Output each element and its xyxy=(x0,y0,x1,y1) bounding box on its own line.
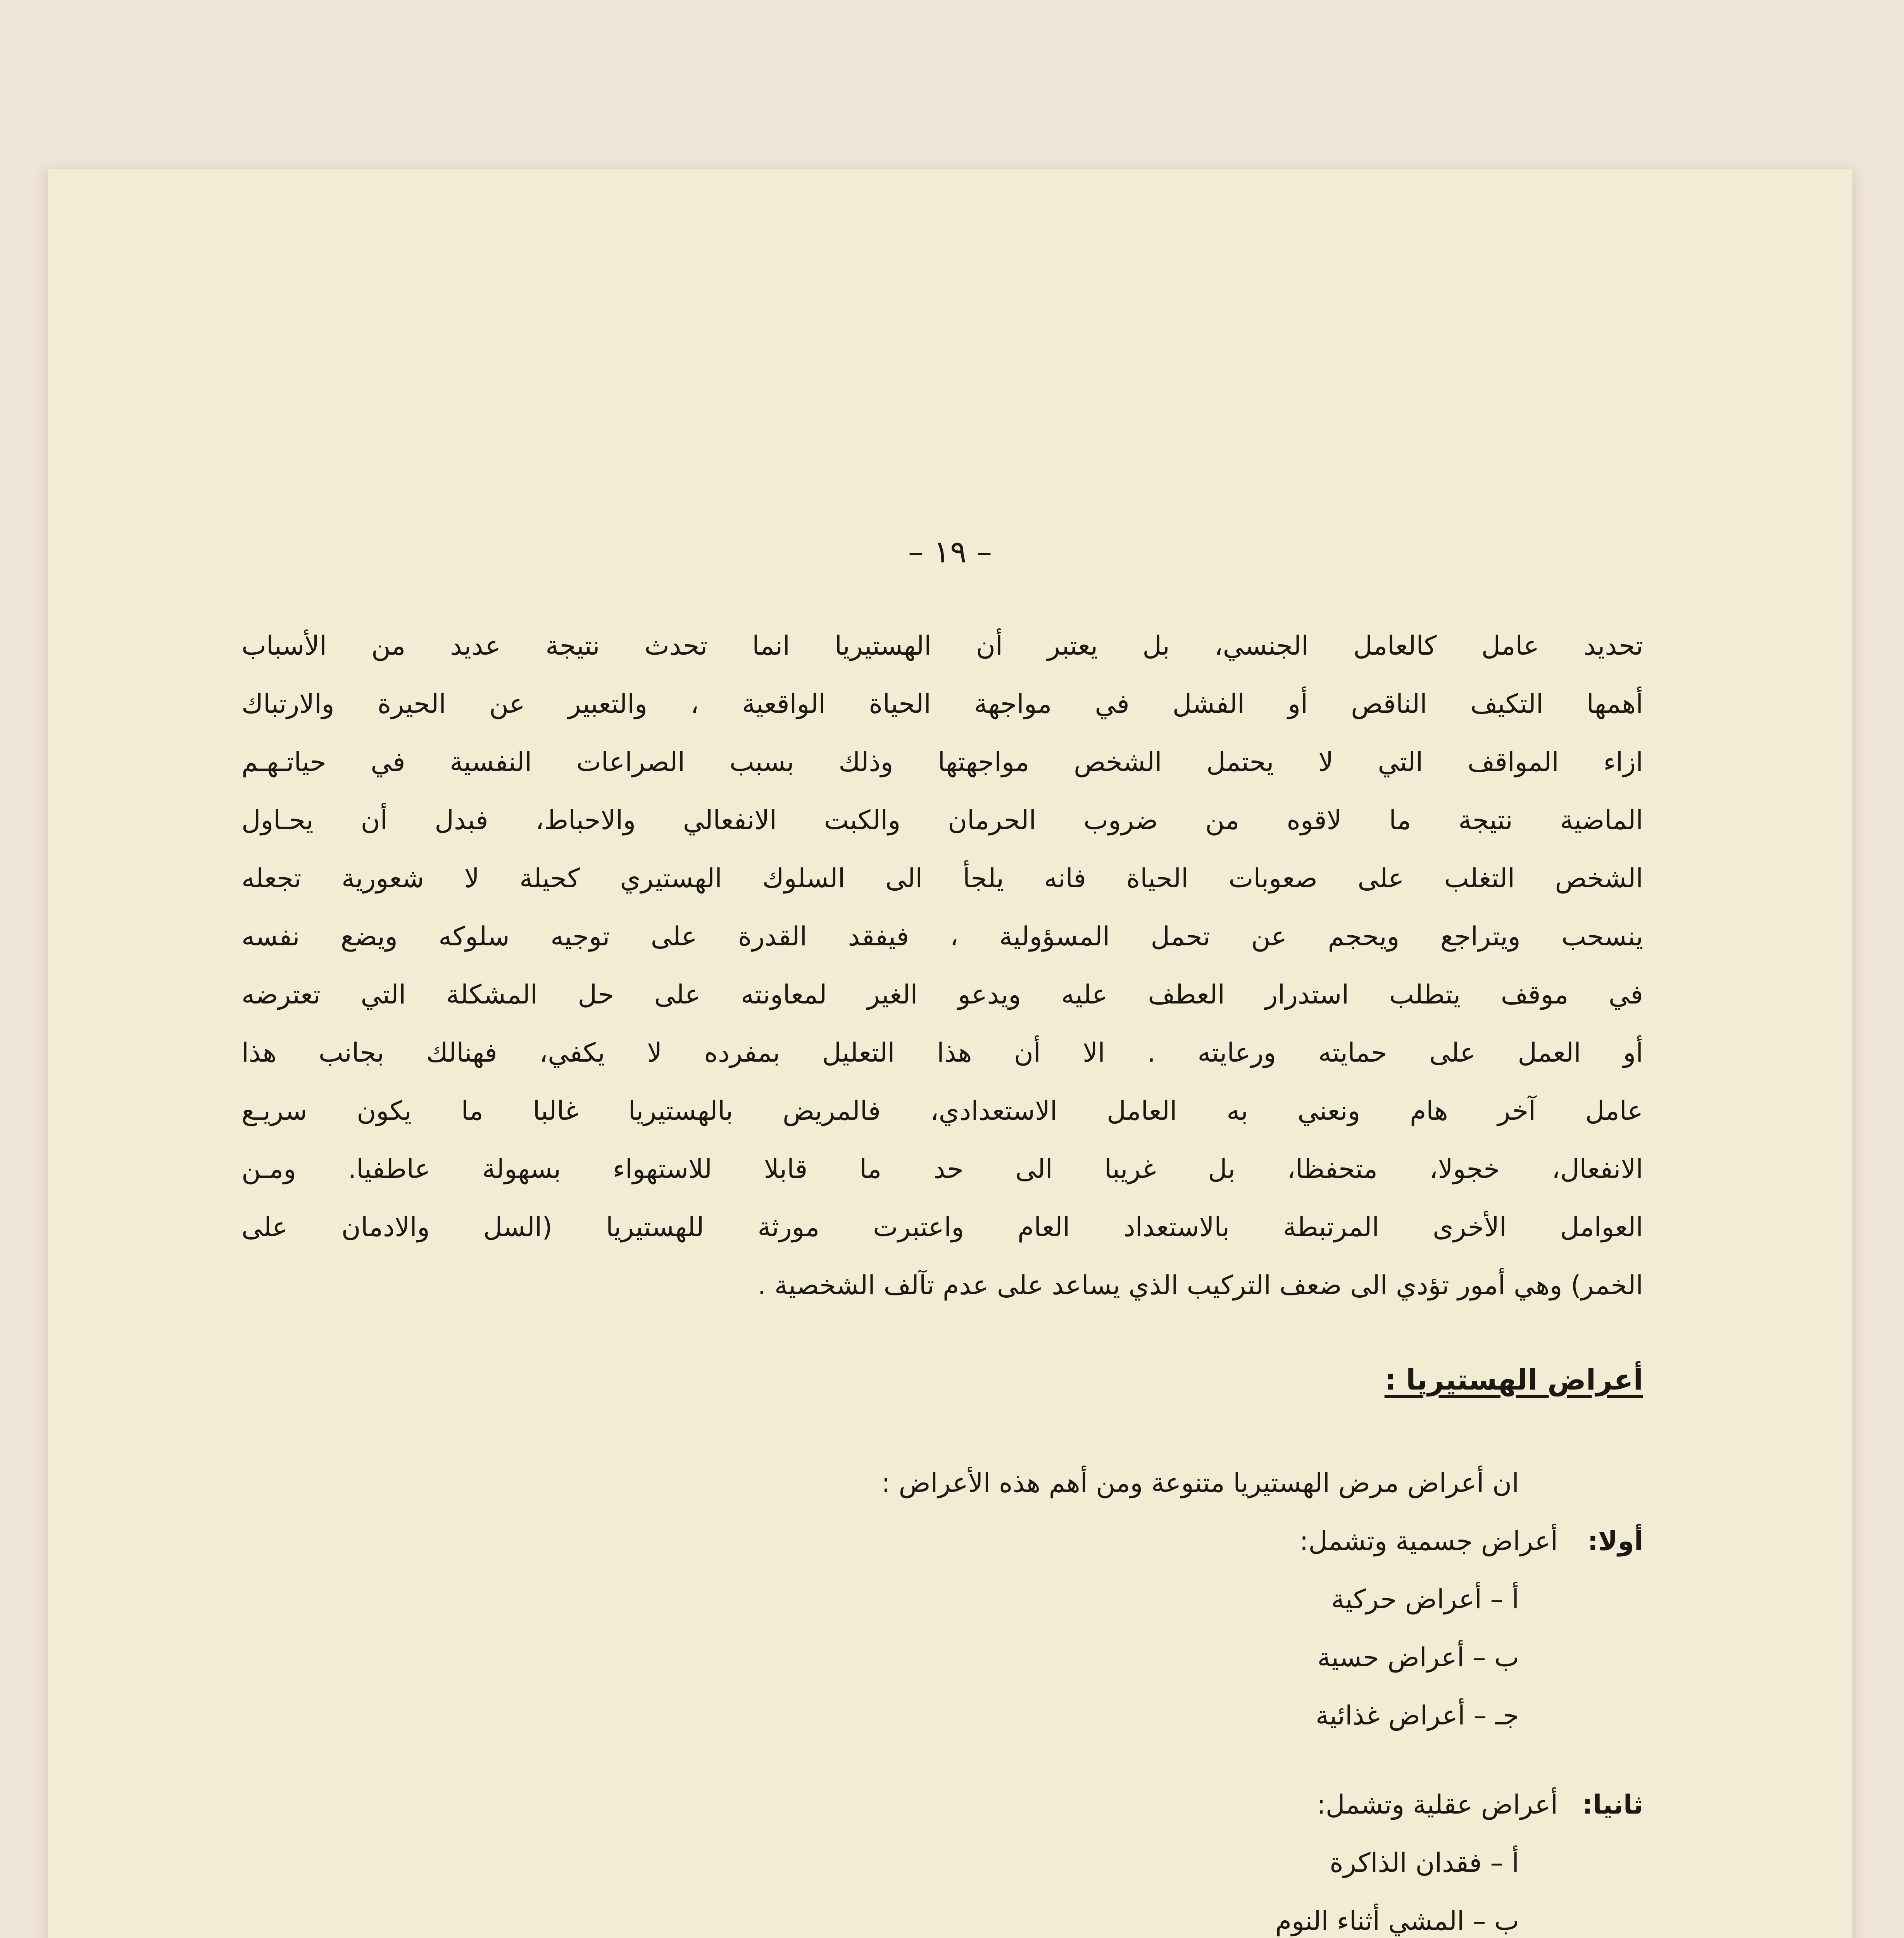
list-item: ب – المشي أثناء النوم xyxy=(1275,1906,1519,1936)
paragraph-line: أهمها التكيف الناقص أو الفشل في مواجهة الحياة الواقعية ، والتعبير عن الحيرة والارتباك xyxy=(241,689,1643,719)
group-title-first: أعراض جسمية وتشمل: xyxy=(1299,1526,1558,1557)
paragraph-line: تحديد عامل كالعامل الجنسي، بل يعتبر أن الهستيريا انما تحدث نتيجة عديد من الأسباب xyxy=(241,631,1643,661)
paragraph-line: في موقف يتطلب استدرار العطف عليه ويدعو الغير لمعاونته على حل المشكلة التي تعترضه xyxy=(241,979,1643,1010)
paragraph-line: ازاء المواقف التي لا يحتمل الشخص مواجهتها وذلك بسبب الصراعات النفسية في حياتـهـم xyxy=(241,747,1643,778)
list-item: ب – أعراض حسية xyxy=(1317,1642,1519,1673)
paragraph-line: عامل آخر هام ونعني به العامل الاستعدادي، فالمريض بالهستيريا غالبا ما يكون سريـع xyxy=(241,1096,1643,1126)
group-label-first: أولا: xyxy=(1587,1526,1643,1557)
document-page xyxy=(47,169,1853,1938)
list-item: جـ – أعراض غذائية xyxy=(1316,1700,1519,1731)
paragraph-line: أو العمل على حمايته ورعايته . الا أن هذا التعليل بمفرده لا يكفي، فهنالك بجانب هذا xyxy=(241,1038,1643,1068)
paragraph-line: الانفعال، خجولا، متحفظا، بل غريبا الى حد ما قابلا للاستهواء بسهولة عاطفيا. ومـن xyxy=(241,1154,1643,1185)
paragraph-line: الشخص التغلب على صعوبات الحياة فانه يلجأ الى السلوك الهستيري كحيلة لا شعورية تجعله xyxy=(241,863,1643,894)
paragraph-line: الماضية نتيجة ما لاقوه من ضروب الحرمان والكبت الانفعالي والاحباط، فبدل أن يحـاول xyxy=(241,805,1643,836)
list-item: أ – أعراض حركية xyxy=(1331,1584,1519,1615)
paragraph-line: الخمر) وهي أمور تؤدي الى ضعف التركيب الذي يساعد على عدم تآلف الشخصية . xyxy=(757,1270,1643,1301)
list-item: أ – فقدان الذاكرة xyxy=(1330,1848,1519,1878)
intro-text: ان أعراض مرض الهستيريا متنوعة ومن أهم هذه الأعراض : xyxy=(881,1468,1519,1498)
group-label-second: ثانيا: xyxy=(1582,1790,1643,1820)
paragraph-line: ينسحب ويتراجع ويحجم عن تحمل المسؤولية ، فيفقد القدرة على توجيه سلوكه ويضع نفسه xyxy=(241,921,1643,952)
group-title-second: أعراض عقلية وتشمل: xyxy=(1317,1790,1558,1820)
paragraph-line: العوامل الأخرى المرتبطة بالاستعداد العام واعتبرت مورثة للهستيريا (السل والادمان على xyxy=(241,1212,1643,1243)
section-heading: أعراض الهستيريا : xyxy=(1384,1363,1643,1397)
page-number: – ١٩ – xyxy=(908,534,992,570)
